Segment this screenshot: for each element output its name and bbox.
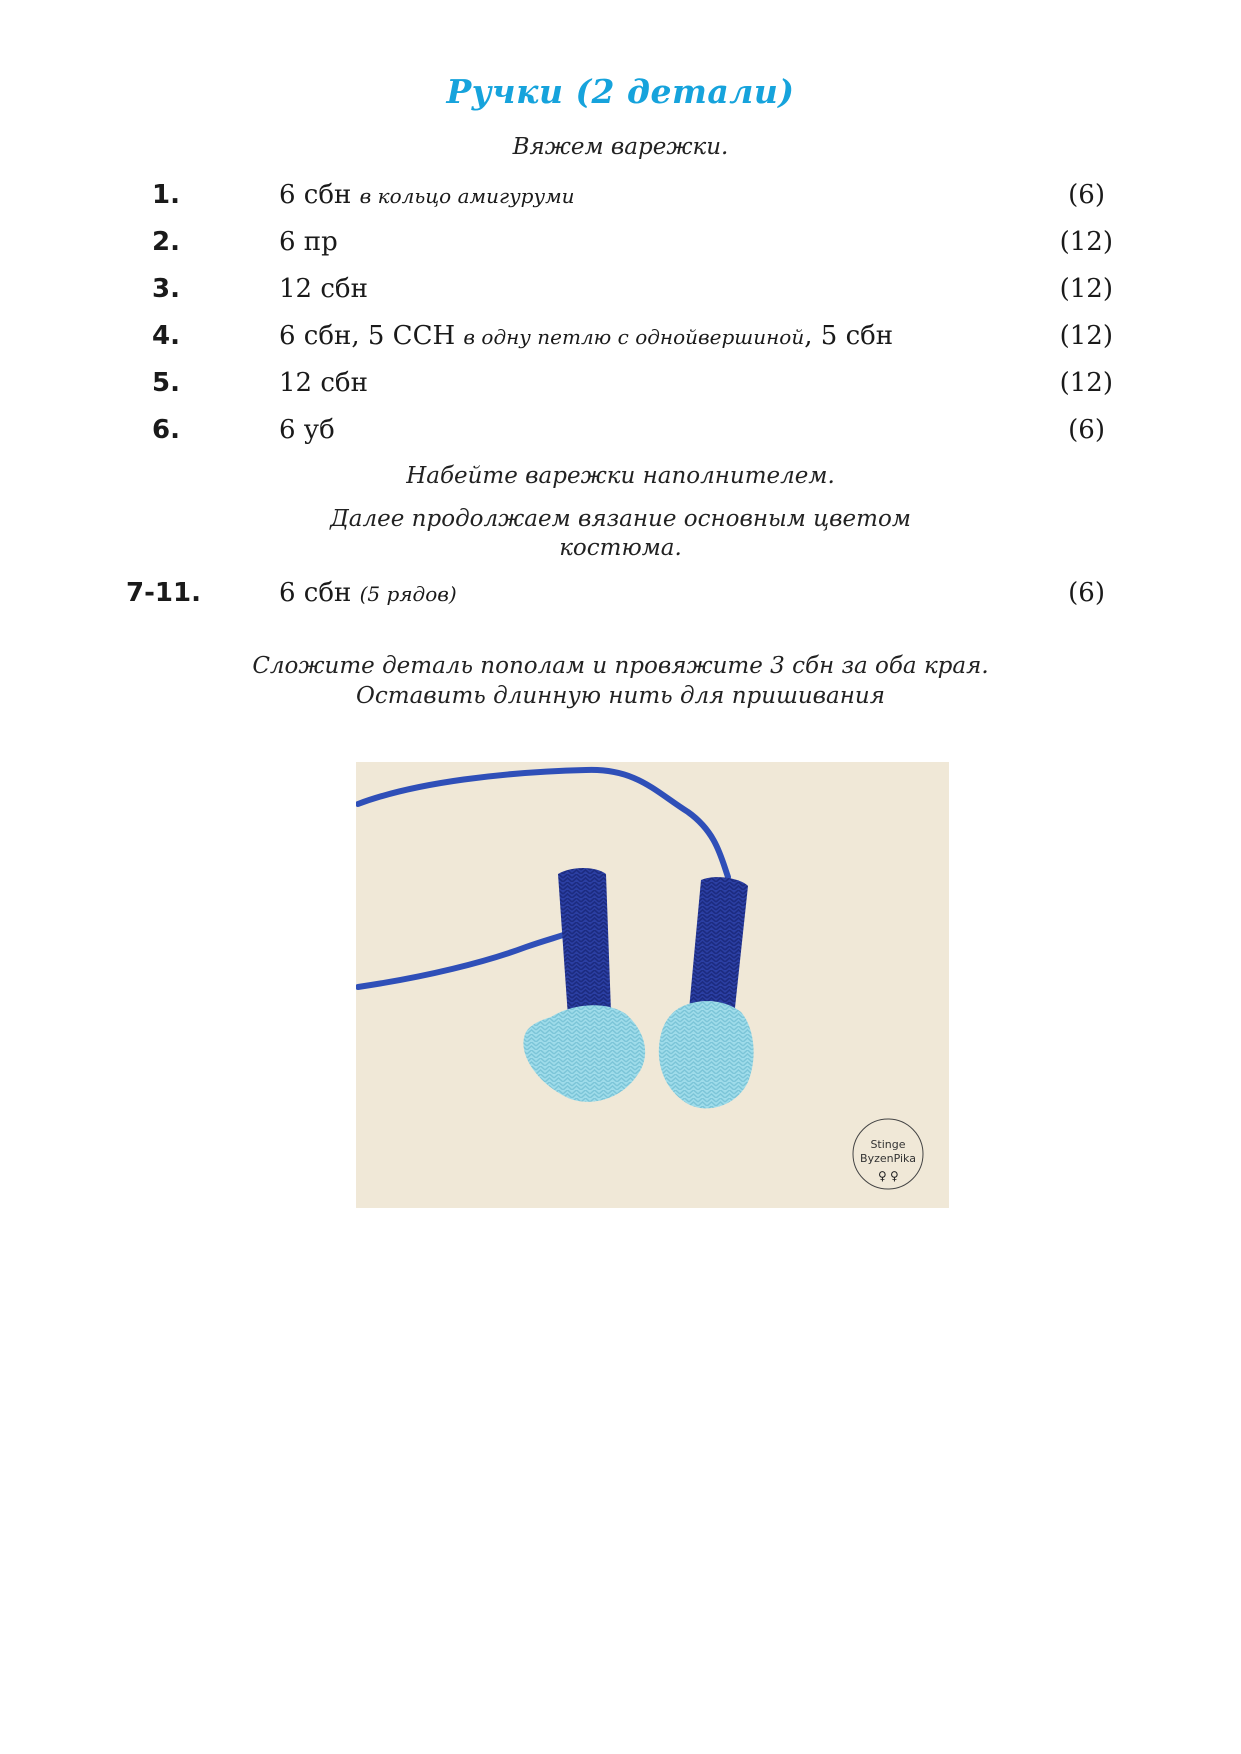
section-title: Ручки (2 детали) (446, 72, 795, 111)
pattern-row (0, 415, 1241, 455)
continue-note-line2: костюма. (559, 535, 682, 561)
row-number: 4. (152, 321, 180, 351)
pattern-row (0, 368, 1241, 408)
svg-text:♀: ♀ (878, 1169, 887, 1183)
row-count: (12) (1059, 227, 1113, 257)
svg-text:ByzenPika: ByzenPika (860, 1152, 916, 1165)
svg-text:♀: ♀ (890, 1169, 899, 1183)
continue-note-line1: Далее продолжаем вязание основным цветом (330, 506, 911, 532)
row-number: 1. (152, 180, 180, 210)
row-instruction: 12 сбн (279, 274, 368, 304)
row-number: 7-11. (126, 578, 201, 608)
row-count: (12) (1059, 321, 1113, 351)
row-count: (12) (1059, 368, 1113, 398)
row-instruction: 6 пр (279, 227, 338, 257)
pattern-row (0, 321, 1241, 361)
row-instruction: 12 сбн (279, 368, 368, 398)
row-count: (6) (1068, 180, 1105, 210)
row-instruction: 6 сбн (5 рядов) (279, 578, 457, 608)
row-number: 6. (152, 415, 180, 445)
pattern-row (0, 578, 1241, 618)
row-count: (6) (1068, 578, 1105, 608)
row-instruction: 6 сбн в кольцо амигуруми (279, 180, 575, 210)
pattern-row (0, 227, 1241, 267)
row-instruction: 6 сбн, 5 ССН в одну петлю с однойвершиной, 5 сбн (279, 321, 894, 351)
stuff-note: Набейте варежки наполнителем. (406, 463, 835, 489)
row-number: 5. (152, 368, 180, 398)
row-count: (12) (1059, 274, 1113, 304)
finish-note-line2: Оставить длинную нить для пришивания (356, 683, 885, 709)
row-number: 2. (152, 227, 180, 257)
pattern-row (0, 274, 1241, 314)
svg-text:Stinge: Stinge (870, 1138, 906, 1151)
finish-note-line1: Сложите деталь пополам и провяжите 3 сбн за оба края. (252, 653, 989, 679)
row-count: (6) (1068, 415, 1105, 445)
row-instruction: 6 уб (279, 415, 335, 445)
pattern-row (0, 180, 1241, 220)
mittens-photo (356, 762, 949, 1208)
intro-note: Вяжем варежки. (512, 134, 729, 160)
row-number: 3. (152, 274, 180, 304)
